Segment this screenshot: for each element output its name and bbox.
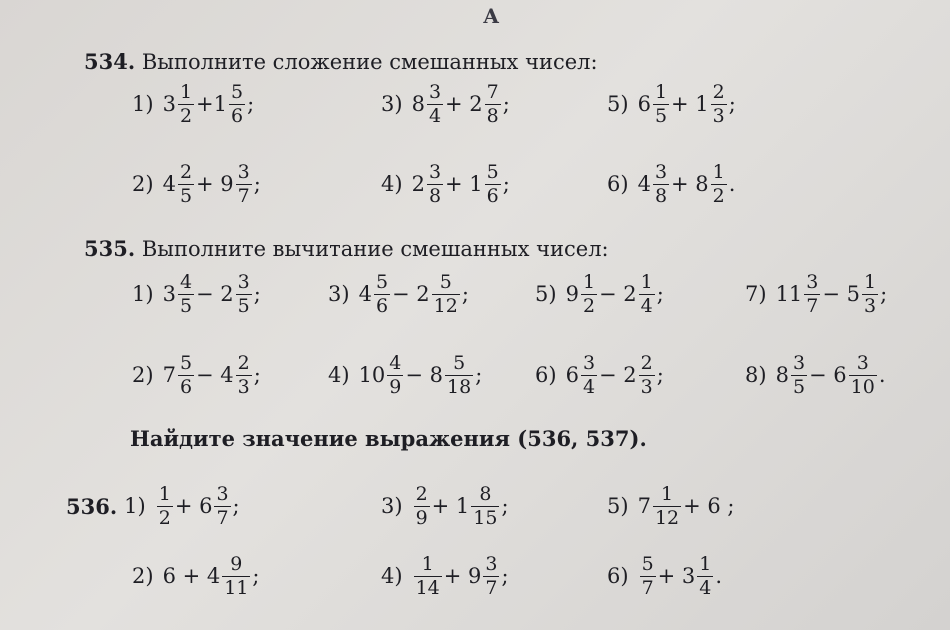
item-label: 8) bbox=[745, 363, 767, 387]
expression-term: 7 bbox=[637, 494, 651, 518]
fraction-denominator: 5 bbox=[237, 294, 250, 317]
expression-536-1 bbox=[66, 476, 240, 536]
fraction-denominator: 5 bbox=[792, 375, 806, 398]
expression-534-2 bbox=[132, 154, 261, 214]
fraction-numerator: 3 bbox=[237, 160, 250, 183]
fraction bbox=[483, 552, 499, 599]
expression-term: − 4 bbox=[196, 363, 234, 387]
expression-535-5 bbox=[535, 264, 664, 324]
fraction-numerator: 3 bbox=[485, 552, 498, 575]
fraction-numerator: 5 bbox=[439, 270, 452, 293]
fraction bbox=[653, 482, 681, 529]
item-label: 1) bbox=[124, 494, 146, 518]
expression-term: − 8 bbox=[405, 363, 444, 387]
fraction-denominator: 6 bbox=[179, 375, 193, 398]
fraction-denominator: 4 bbox=[699, 576, 712, 599]
expression-term: ; bbox=[247, 92, 255, 116]
item-label: 6) bbox=[535, 363, 557, 387]
fraction bbox=[653, 80, 669, 127]
fraction-denominator: 4 bbox=[640, 294, 653, 317]
expression-term: ; bbox=[461, 282, 469, 306]
fraction-denominator: 9 bbox=[389, 375, 402, 398]
fraction-numerator: 3 bbox=[806, 270, 819, 293]
fraction bbox=[445, 351, 473, 398]
fraction-denominator: 7 bbox=[216, 506, 229, 529]
fraction-denominator: 4 bbox=[428, 104, 442, 127]
item-label: 2) bbox=[132, 564, 154, 588]
problem-534-text: Выполните сложение смешанных чисел: bbox=[141, 50, 598, 74]
problem-535-title bbox=[84, 236, 609, 261]
fraction bbox=[581, 351, 597, 398]
fraction-numerator: 4 bbox=[389, 351, 402, 374]
fraction-numerator: 4 bbox=[179, 270, 193, 293]
expression-term: ; bbox=[502, 92, 510, 116]
fraction-numerator: 5 bbox=[486, 160, 499, 183]
expression-term: ; bbox=[252, 564, 260, 588]
expression-term: ; bbox=[501, 564, 509, 588]
item-label: 2) bbox=[132, 363, 154, 387]
fraction-numerator: 3 bbox=[428, 80, 442, 103]
fraction bbox=[485, 160, 501, 207]
fraction-numerator: 1 bbox=[654, 80, 668, 103]
fraction-denominator: 8 bbox=[654, 184, 668, 207]
expression-535-2 bbox=[132, 345, 261, 405]
fraction-numerator: 3 bbox=[216, 482, 229, 505]
fraction bbox=[711, 160, 727, 207]
fraction bbox=[229, 80, 245, 127]
expression-term: 7 bbox=[162, 363, 176, 387]
fraction-denominator: 12 bbox=[654, 506, 680, 529]
fraction-denominator: 4 bbox=[582, 375, 596, 398]
fraction-denominator: 3 bbox=[640, 375, 653, 398]
expression-term: 2 bbox=[411, 172, 425, 196]
expression-term: + 1 bbox=[671, 92, 709, 116]
fraction bbox=[178, 80, 194, 127]
fraction-numerator: 5 bbox=[641, 552, 654, 575]
fraction-denominator: 6 bbox=[486, 184, 499, 207]
item-label: 5) bbox=[607, 494, 629, 518]
fraction-denominator: 18 bbox=[447, 375, 472, 398]
item-label: 4) bbox=[381, 564, 403, 588]
fraction bbox=[178, 270, 194, 317]
expression-term: ; bbox=[880, 282, 888, 306]
fraction-numerator: 3 bbox=[428, 160, 442, 183]
fraction bbox=[485, 80, 501, 127]
fraction-numerator: 1 bbox=[421, 552, 434, 575]
expression-term: 8 bbox=[411, 92, 425, 116]
fraction bbox=[639, 270, 655, 317]
fraction-denominator: 3 bbox=[864, 294, 877, 317]
expression-term: + 1 bbox=[431, 494, 470, 518]
fraction-numerator: 1 bbox=[158, 482, 171, 505]
expression-term: − 6 bbox=[809, 363, 847, 387]
expression-term: + 2 bbox=[445, 92, 483, 116]
expression-term: 6 bbox=[637, 92, 651, 116]
expression-534-4 bbox=[381, 154, 510, 214]
problem-536-number: 536. bbox=[66, 493, 118, 519]
fraction-numerator: 3 bbox=[582, 351, 596, 374]
fraction-denominator: 6 bbox=[231, 104, 244, 127]
fraction bbox=[849, 351, 877, 398]
fraction-denominator: 8 bbox=[486, 104, 499, 127]
fraction bbox=[581, 270, 597, 317]
fraction-numerator: 1 bbox=[864, 270, 877, 293]
expression-534-3 bbox=[381, 74, 510, 134]
expression-536-6 bbox=[607, 546, 722, 606]
item-label: 7) bbox=[745, 282, 767, 306]
expression-term: 3 bbox=[162, 92, 176, 116]
fraction bbox=[374, 270, 390, 317]
fraction-numerator: 3 bbox=[654, 160, 668, 183]
expression-term: + 3 bbox=[657, 564, 696, 588]
fraction-numerator: 3 bbox=[792, 351, 806, 374]
expression-term: . bbox=[878, 363, 886, 387]
expression-term: 4 bbox=[162, 172, 176, 196]
fraction-denominator: 7 bbox=[641, 576, 654, 599]
fraction bbox=[178, 351, 194, 398]
fraction-denominator: 7 bbox=[806, 294, 819, 317]
fraction bbox=[157, 482, 173, 529]
fraction-numerator: 3 bbox=[856, 351, 869, 374]
fraction-denominator: 15 bbox=[473, 506, 498, 529]
item-label: 5) bbox=[607, 92, 629, 116]
expression-536-3 bbox=[381, 476, 509, 536]
fraction-numerator: 7 bbox=[486, 80, 499, 103]
fraction-numerator: 2 bbox=[640, 351, 653, 374]
fraction-numerator: 5 bbox=[179, 351, 193, 374]
expression-term: + 8 bbox=[671, 172, 709, 196]
fraction bbox=[236, 351, 252, 398]
fraction-numerator: 5 bbox=[231, 80, 244, 103]
fraction-numerator: 8 bbox=[479, 482, 492, 505]
page-letter: А bbox=[483, 4, 500, 28]
expression-term: 6 + 4 bbox=[162, 564, 221, 588]
item-label: 6) bbox=[607, 564, 629, 588]
expression-534-5 bbox=[607, 74, 736, 134]
fraction-denominator: 5 bbox=[179, 294, 193, 317]
expression-535-1 bbox=[132, 264, 261, 324]
fraction-denominator: 7 bbox=[485, 576, 498, 599]
fraction bbox=[236, 160, 252, 207]
fraction-denominator: 5 bbox=[179, 184, 193, 207]
expression-term: ; bbox=[232, 494, 240, 518]
fraction-denominator: 14 bbox=[415, 576, 440, 599]
fraction-numerator: 2 bbox=[712, 80, 725, 103]
fraction-denominator: 2 bbox=[158, 506, 171, 529]
item-label: 3) bbox=[381, 494, 403, 518]
fraction bbox=[222, 552, 250, 599]
item-label: 1) bbox=[132, 92, 154, 116]
problem-535-number: 535. bbox=[84, 236, 136, 261]
expression-term: − 2 bbox=[196, 282, 234, 306]
fraction bbox=[214, 482, 230, 529]
fraction-denominator: 12 bbox=[433, 294, 458, 317]
fraction bbox=[697, 552, 713, 599]
expression-term: 4 bbox=[358, 282, 372, 306]
fraction-numerator: 3 bbox=[237, 270, 250, 293]
fraction bbox=[427, 80, 443, 127]
fraction bbox=[711, 80, 727, 127]
item-label: 5) bbox=[535, 282, 557, 306]
fraction bbox=[862, 270, 878, 317]
fraction-denominator: 2 bbox=[179, 104, 193, 127]
fraction bbox=[387, 351, 403, 398]
fraction-numerator: 1 bbox=[699, 552, 712, 575]
problem-535-text: Выполните вычитание смешанных чисел: bbox=[141, 237, 609, 261]
expression-term: ; bbox=[728, 92, 736, 116]
item-label: 3) bbox=[328, 282, 350, 306]
expression-term: ; bbox=[501, 494, 509, 518]
expression-535-4 bbox=[328, 345, 482, 405]
item-label: 1) bbox=[132, 282, 154, 306]
expression-term: − 2 bbox=[599, 363, 637, 387]
expression-534-6 bbox=[607, 154, 735, 214]
expression-term: +1 bbox=[196, 92, 227, 116]
expression-term: + 6 bbox=[174, 494, 213, 518]
fraction bbox=[640, 552, 656, 599]
fraction bbox=[639, 351, 655, 398]
fraction-numerator: 2 bbox=[415, 482, 428, 505]
fraction-numerator: 1 bbox=[582, 270, 596, 293]
fraction-numerator: 5 bbox=[375, 270, 389, 293]
fraction bbox=[236, 270, 252, 317]
fraction bbox=[804, 270, 820, 317]
fraction-denominator: 10 bbox=[850, 375, 875, 398]
fraction bbox=[414, 482, 430, 529]
expression-term: 8 bbox=[775, 363, 789, 387]
expression-535-7 bbox=[745, 264, 887, 324]
fraction-denominator: 5 bbox=[654, 104, 668, 127]
expression-536-5 bbox=[607, 476, 735, 536]
expression-term: ; bbox=[656, 282, 664, 306]
expression-term: − 5 bbox=[822, 282, 861, 306]
fraction-denominator: 11 bbox=[224, 576, 249, 599]
fraction-denominator: 9 bbox=[415, 506, 428, 529]
expression-term: ; bbox=[253, 282, 261, 306]
item-label: 2) bbox=[132, 172, 154, 196]
expression-534-1 bbox=[132, 74, 254, 134]
expression-term: ; bbox=[253, 172, 261, 196]
expression-term: + 6 ; bbox=[683, 494, 735, 518]
expression-term: ; bbox=[656, 363, 664, 387]
expression-term: + 9 bbox=[196, 172, 234, 196]
fraction-denominator: 8 bbox=[428, 184, 442, 207]
expression-term: ; bbox=[475, 363, 483, 387]
fraction-numerator: 9 bbox=[230, 552, 243, 575]
fraction-denominator: 6 bbox=[375, 294, 389, 317]
problem-534-title bbox=[84, 49, 598, 74]
fraction-denominator: 3 bbox=[712, 104, 725, 127]
fraction-numerator: 1 bbox=[660, 482, 674, 505]
expression-term: − 2 bbox=[392, 282, 430, 306]
problem-534-number: 534. bbox=[84, 49, 136, 74]
expression-term: . bbox=[728, 172, 736, 196]
item-label: 4) bbox=[381, 172, 403, 196]
expression-term: − 2 bbox=[599, 282, 637, 306]
fraction-numerator: 2 bbox=[179, 160, 193, 183]
item-label: 6) bbox=[607, 172, 629, 196]
expression-term: 6 bbox=[565, 363, 579, 387]
expression-term: 11 bbox=[775, 282, 803, 306]
expression-term: 9 bbox=[565, 282, 579, 306]
expression-term: ; bbox=[502, 172, 510, 196]
fraction bbox=[427, 160, 443, 207]
fraction-numerator: 1 bbox=[179, 80, 193, 103]
expression-term: ; bbox=[253, 363, 261, 387]
expression-term: 10 bbox=[358, 363, 386, 387]
fraction bbox=[414, 552, 442, 599]
fraction-numerator: 5 bbox=[453, 351, 466, 374]
item-label: 4) bbox=[328, 363, 350, 387]
item-label: 3) bbox=[381, 92, 403, 116]
expression-term: + 9 bbox=[443, 564, 482, 588]
expression-536-4 bbox=[381, 546, 509, 606]
fraction bbox=[791, 351, 807, 398]
fraction-denominator: 2 bbox=[582, 294, 596, 317]
fraction bbox=[653, 160, 669, 207]
expression-536-2 bbox=[132, 546, 260, 606]
expression-term: + 1 bbox=[445, 172, 483, 196]
instruction-text: Найдите значение выражения (536, 537). bbox=[130, 426, 647, 451]
expression-535-6 bbox=[535, 345, 664, 405]
expression-535-8 bbox=[745, 345, 886, 405]
fraction bbox=[471, 482, 499, 529]
fraction-numerator: 1 bbox=[712, 160, 725, 183]
expression-term: 3 bbox=[162, 282, 176, 306]
fraction bbox=[178, 160, 194, 207]
expression-535-3 bbox=[328, 264, 469, 324]
fraction-denominator: 2 bbox=[712, 184, 725, 207]
fraction-denominator: 3 bbox=[237, 375, 250, 398]
fraction bbox=[432, 270, 460, 317]
fraction-numerator: 2 bbox=[237, 351, 250, 374]
expression-term: 4 bbox=[637, 172, 651, 196]
fraction-numerator: 1 bbox=[640, 270, 653, 293]
fraction-denominator: 7 bbox=[237, 184, 250, 207]
expression-term: . bbox=[715, 564, 723, 588]
